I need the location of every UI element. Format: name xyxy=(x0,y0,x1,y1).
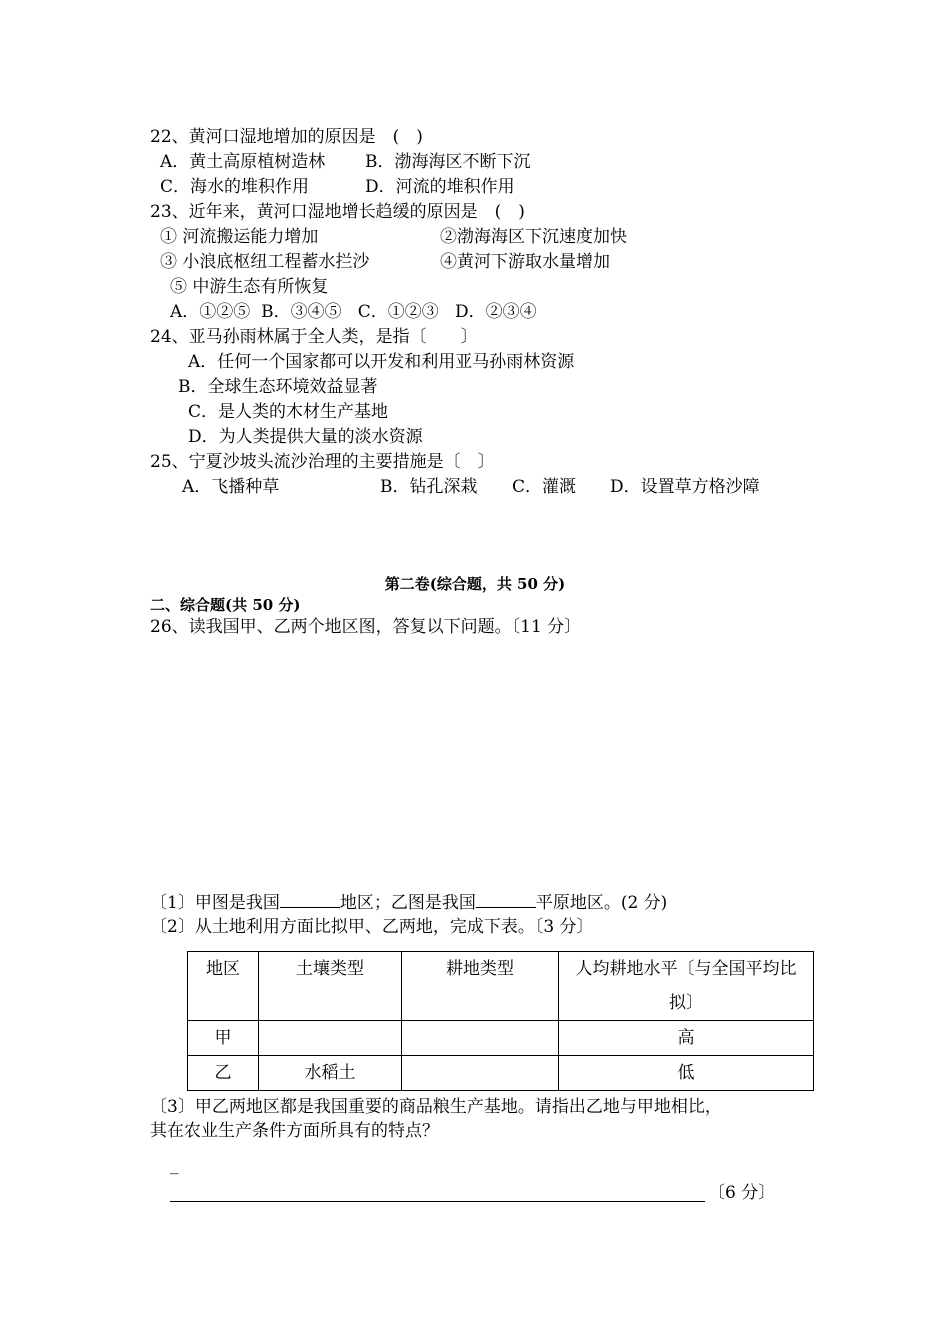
q25-option-a: A．飞播种草 xyxy=(182,477,280,497)
q25-option-d: D．设置草方格沙障 xyxy=(610,477,760,497)
q25-option-c: C．灌溉 xyxy=(512,477,577,497)
q22-option-d: D．河流的堆积作用 xyxy=(365,177,515,197)
table-header-cell: 地区 xyxy=(188,952,259,1021)
table-cell: 水稻土 xyxy=(259,1056,402,1091)
table-header-cell: 人均耕地水平〔与全国平均比拟〕 xyxy=(559,952,814,1021)
table-cell: 甲 xyxy=(188,1021,259,1056)
section-heading: 二、综合题(共 50 分) xyxy=(150,596,301,614)
table-row xyxy=(188,1021,814,1056)
q26-part3-line1: 〔3〕甲乙两地区都是我国重要的商品粮生产基地。请指出乙地与甲地相比， xyxy=(150,1097,722,1117)
answer-blank-1[interactable] xyxy=(280,891,340,908)
table-header-row xyxy=(188,952,814,1021)
q25-stem: 25、宁夏沙坡头流沙治理的主要措施是〔 〕 xyxy=(150,452,495,472)
q24-option-c: C．是人类的木材生产基地 xyxy=(188,402,389,422)
table-cell: 低 xyxy=(559,1056,814,1091)
table-cell: 高 xyxy=(559,1021,814,1056)
answer-dash: _ xyxy=(170,1155,179,1175)
table-header-cell: 耕地类型 xyxy=(402,952,559,1021)
table-cell: 乙 xyxy=(188,1056,259,1091)
q24-option-d: D．为人类提供大量的淡水资源 xyxy=(188,427,423,447)
part2-title: 第二卷(综合题，共 50 分) xyxy=(384,575,566,593)
answer-blank-2[interactable] xyxy=(476,891,536,908)
q26-part1-a: 〔1〕甲图是我国 xyxy=(150,893,280,913)
q26-part1-b: 地区；乙图是我国 xyxy=(339,893,476,913)
q26-part1 xyxy=(150,891,667,914)
q22-option-c: C．海水的堆积作用 xyxy=(160,177,310,197)
q23-item-1: ① 河流搬运能力增加 xyxy=(160,227,319,247)
q26-part3-line2: 其在农业生产条件方面所具有的特点？ xyxy=(150,1121,439,1141)
table-cell[interactable] xyxy=(402,1056,559,1091)
q23-item-3: ③ 小浪底枢纽工程蓄水拦沙 xyxy=(160,252,370,272)
q23-choices: A．①②⑤ B．③④⑤ C．①②③ D．②③④ xyxy=(170,302,537,322)
table-row xyxy=(188,1056,814,1091)
q26-stem: 26、读我国甲、乙两个地区图，答复以下问题。〔11 分〕 xyxy=(150,617,582,637)
q24-option-b: B．全球生态环境效益显著 xyxy=(178,377,378,397)
q24-option-a: A．任何一个国家都可以开发和利用亚马孙雨林资源 xyxy=(188,352,575,372)
q24-stem: 24、亚马孙雨林属于全人类，是指〔 〕 xyxy=(150,327,478,347)
answer-line[interactable] xyxy=(170,1201,705,1202)
q22-option-b: B．渤海海区不断下沉 xyxy=(365,152,531,172)
q26-part2: 〔2〕从土地利用方面比拟甲、乙两地，完成下表。〔3 分〕 xyxy=(150,917,594,937)
q23-item-4: ④黄河下游取水量增加 xyxy=(440,252,610,272)
q26-part1-c: 平原地区。(2 分) xyxy=(535,893,668,913)
q23-stem: 23、近年来，黄河口湿地增长趋缓的原因是 ( ) xyxy=(150,202,525,222)
q25-option-b: B．钻孔深栽 xyxy=(380,477,478,497)
q23-item-2: ②渤海海区下沉速度加快 xyxy=(440,227,627,247)
q22-option-a: A．黄土高原植树造林 xyxy=(160,152,326,172)
q26-part3-points: 〔6 分〕 xyxy=(708,1183,776,1203)
table-header-cell: 土壤类型 xyxy=(259,952,402,1021)
table-cell[interactable] xyxy=(402,1021,559,1056)
comparison-table xyxy=(187,951,814,1091)
q22-stem: 22、黄河口湿地增加的原因是 ( ) xyxy=(150,127,423,147)
table-cell[interactable] xyxy=(259,1021,402,1056)
q23-item-5: ⑤ 中游生态有所恢复 xyxy=(170,277,329,297)
